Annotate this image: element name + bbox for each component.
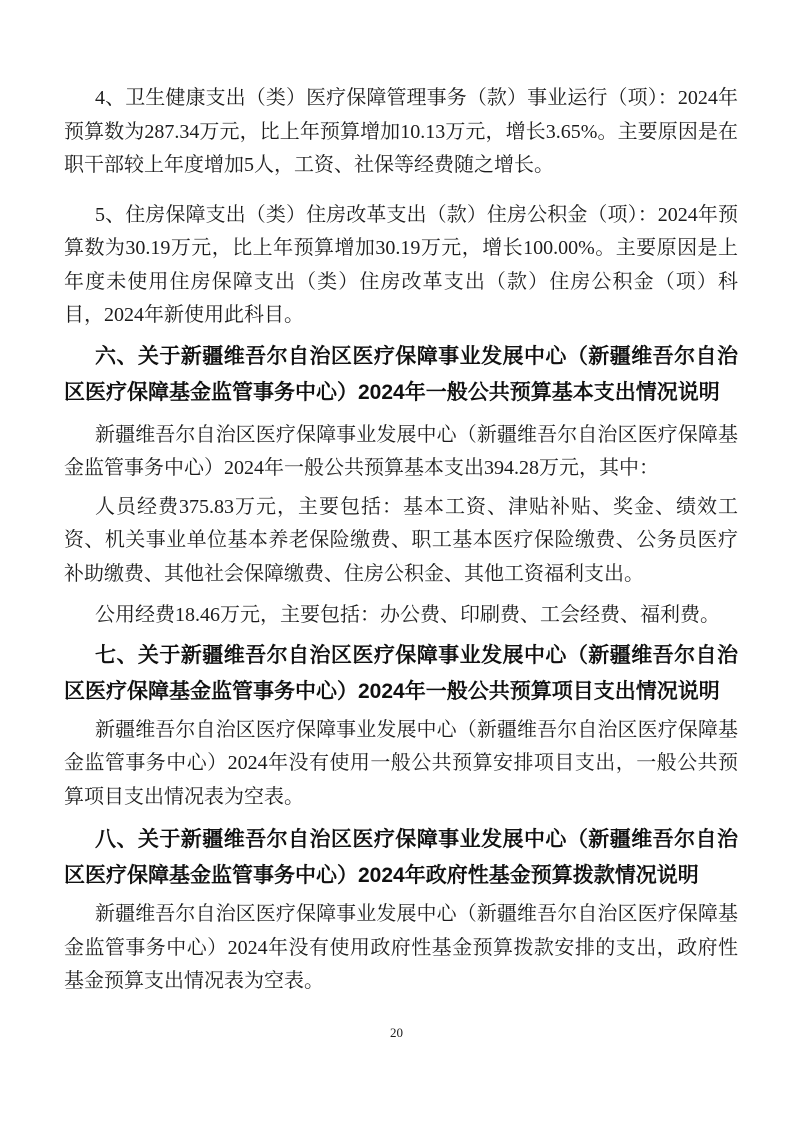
budget-item-4-paragraph: 4、卫生健康支出（类）医疗保障管理事务（款）事业运行（项）：2024年预算数为287.34万元，比上年预算增加10.13万元，增长3.65%。主要原因是在职干部较上年度增加5人，工资、社保等经费随之增长。 (64, 87, 738, 176)
section-8-gov-fund-paragraph: 新疆维吾尔自治区医疗保障事业发展中心（新疆维吾尔自治区医疗保障基金监管事务中心）2024年没有使用政府性基金预算拨款安排的支出，政府性基金预算支出情况表为空表。 (64, 903, 738, 992)
public-expense-paragraph: 公用经费18.46万元，主要包括：办公费、印刷费、工会经费、福利费。 (95, 604, 720, 626)
section-6-heading: 六、关于新疆维吾尔自治区医疗保障事业发展中心（新疆维吾尔自治区医疗保障基金监管事务中心）2024年一般公共预算基本支出情况说明 (64, 344, 738, 404)
page-footer (0, 1024, 793, 1042)
section-7-heading: 七、关于新疆维吾尔自治区医疗保障事业发展中心（新疆维吾尔自治区医疗保障基金监管事务中心）2024年一般公共预算项目支出情况说明 (64, 643, 738, 703)
personnel-expense-paragraph: 人员经费375.83万元，主要包括：基本工资、津贴补贴、奖金、绩效工资、机关事业单位基本养老保险缴费、职工基本医疗保险缴费、公务员医疗补助缴费、其他社会保障缴费、住房公积金、其他工资福利支出。 (64, 495, 738, 585)
section-8-heading: 八、关于新疆维吾尔自治区医疗保障事业发展中心（新疆维吾尔自治区医疗保障基金监管事务中心）2024年政府性基金预算拨款情况说明 (64, 828, 738, 887)
document-content (64, 82, 738, 999)
section-6-basic-expense-paragraph: 新疆维吾尔自治区医疗保障事业发展中心（新疆维吾尔自治区医疗保障基金监管事务中心）2024年一般公共预算基本支出394.28万元，其中： (64, 423, 738, 479)
page-number: 20 (390, 1025, 403, 1040)
section-7-project-expense-paragraph: 新疆维吾尔自治区医疗保障事业发展中心（新疆维吾尔自治区医疗保障基金监管事务中心）2024年没有使用一般公共预算安排项目支出，一般公共预算项目支出情况表为空表。 (64, 718, 738, 808)
budget-item-5-paragraph: 5、住房保障支出（类）住房改革支出（款）住房公积金（项）：2024年预算数为30.19万元，比上年预算增加30.19万元，增长100.00%。主要原因是上年度未使用住房保障支出（类）住房改革支出（款）住房公积金（项）科目，2024年新使用此科目。 (64, 203, 738, 326)
